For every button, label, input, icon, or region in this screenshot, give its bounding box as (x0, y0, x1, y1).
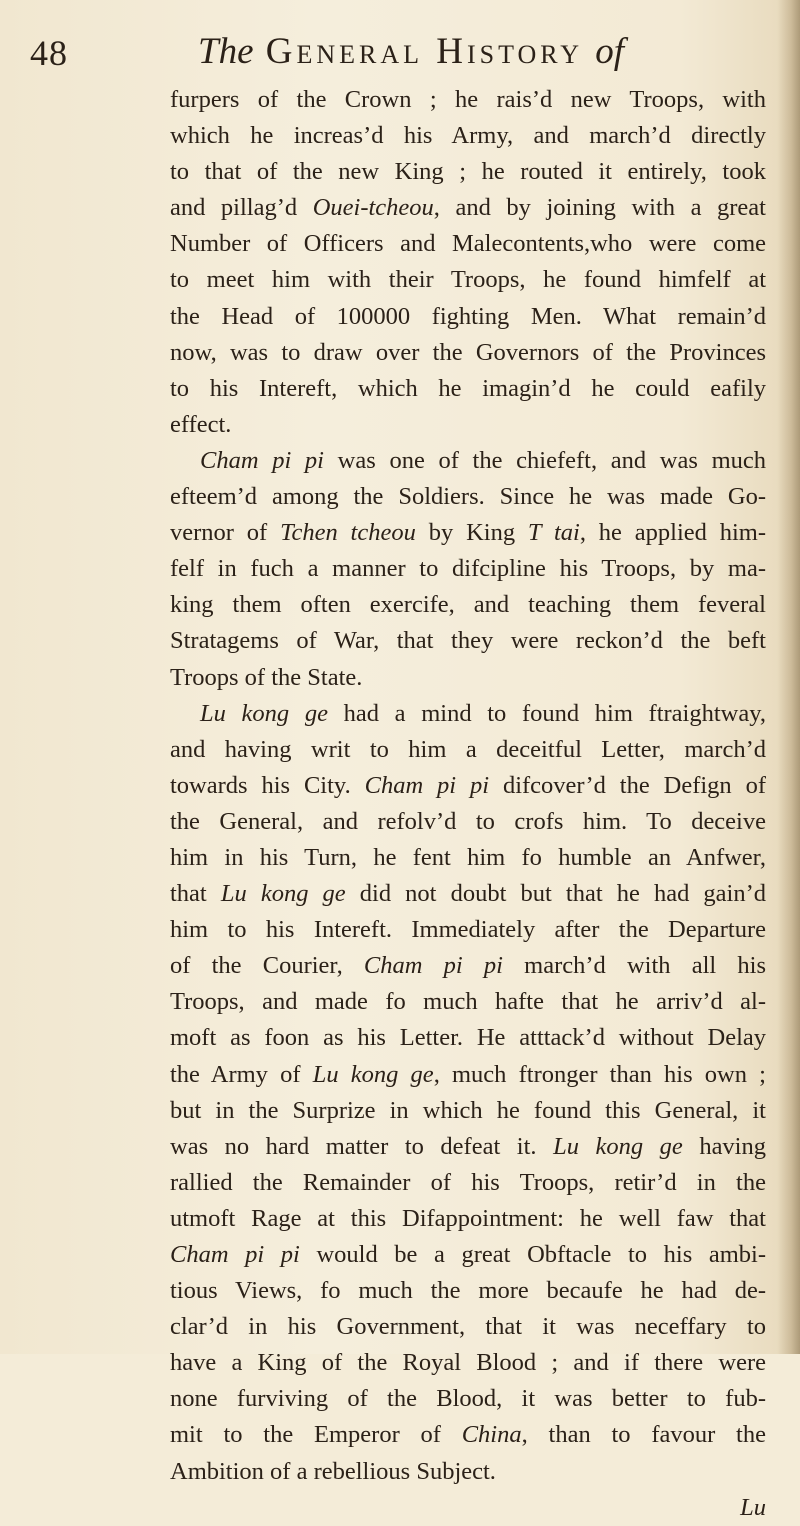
text-line: him to his Intereft. Immediately after the Departure (170, 916, 766, 944)
text-line: Cham pi pi would be a great Obftacle to his ambi- (170, 1241, 766, 1268)
text-line: have a King of the Royal Blood ; and if there were (170, 1349, 766, 1377)
text-line: and having writ to him a deceitful Letter, march’d (170, 735, 766, 763)
text-line: the Head of 100000 fighting Men. What remain’d (170, 302, 766, 330)
catchword: Lu (740, 1493, 766, 1521)
body-text (170, 82, 766, 1526)
running-title-of: of (595, 31, 625, 72)
text-line: to that of the new King ; he routed it entirely, took (170, 158, 766, 186)
text-line: rallied the Remainder of his Troops, retir’d in the (170, 1168, 766, 1196)
text-line: Troops, and made fo much hafte that he arriv’d al- (170, 988, 766, 1016)
text-line: to meet him with their Troops, he found himfelf at (170, 266, 766, 294)
page-number: 48 (30, 33, 68, 73)
text-line: of the Courier, Cham pi pi march’d with all his (170, 952, 766, 980)
text-line: felf in fuch a manner to difcipline his Troops, by ma- (170, 555, 766, 583)
running-title-main: General History (265, 31, 583, 72)
running-title-the: The (198, 31, 254, 72)
text-line: Troops of the State. (170, 663, 363, 691)
text-line: which he increas’d his Army, and march’d directly (170, 122, 766, 150)
text-line: towards his City. Cham pi pi difcover’d the Defign of (170, 771, 766, 799)
text-line: him in his Turn, he fent him fo humble an Anfwer, (170, 843, 766, 871)
text-line: Ambition of a rebellious Subject. (170, 1457, 496, 1485)
text-line: the Army of Lu kong ge, much ftronger than his own ; (170, 1060, 766, 1088)
text-line: Lu kong ge had a mind to found him ftraightway, (200, 699, 766, 727)
text-line: that Lu kong ge did not doubt but that he had gain’d (170, 880, 766, 908)
text-line: clar’d in his Government, that it was neceffary to (170, 1313, 766, 1341)
page-header (30, 22, 770, 82)
text-line: Cham pi pi was one of the chiefeft, and was much (200, 446, 766, 474)
running-title (198, 30, 624, 73)
text-line: moft as foon as his Letter. He atttack’d without Delay (170, 1024, 766, 1052)
text-line: effect. (170, 410, 232, 438)
text-line: none furviving of the Blood, it was better to fub- (170, 1385, 766, 1413)
page-edge-shadow (778, 0, 800, 1354)
text-line: tious Views, fo much the more becaufe he had de- (170, 1277, 766, 1305)
text-line: utmoft Rage at this Difappointment: he well faw that (170, 1204, 766, 1232)
text-line: and pillag’d Ouei-tcheou, and by joining with a great (170, 194, 766, 222)
text-line: efteem’d among the Soldiers. Since he was made Go- (170, 483, 766, 511)
text-line: furpers of the Crown ; he rais’d new Troops, with (170, 86, 766, 113)
text-line: Stratagems of War, that they were reckon’d the beft (170, 627, 766, 655)
text-line: mit to the Emperor of China, than to favour the (170, 1421, 766, 1449)
text-line: the General, and refolv’d to crofs him. To deceive (170, 807, 766, 835)
text-line: Number of Officers and Malecontents,who were come (170, 230, 766, 258)
text-line: king them often exercife, and teaching them feveral (170, 591, 766, 619)
text-line: was no hard matter to defeat it. Lu kong ge having (170, 1132, 766, 1160)
text-line: to his Intereft, which he imagin’d he could eafily (170, 374, 766, 402)
text-line: but in the Surprize in which he found this General, it (170, 1096, 766, 1124)
text-line: now, was to draw over the Governors of the Provinces (170, 338, 766, 366)
text-line: vernor of Tchen tcheou by King T tai, he applied him- (170, 519, 766, 547)
